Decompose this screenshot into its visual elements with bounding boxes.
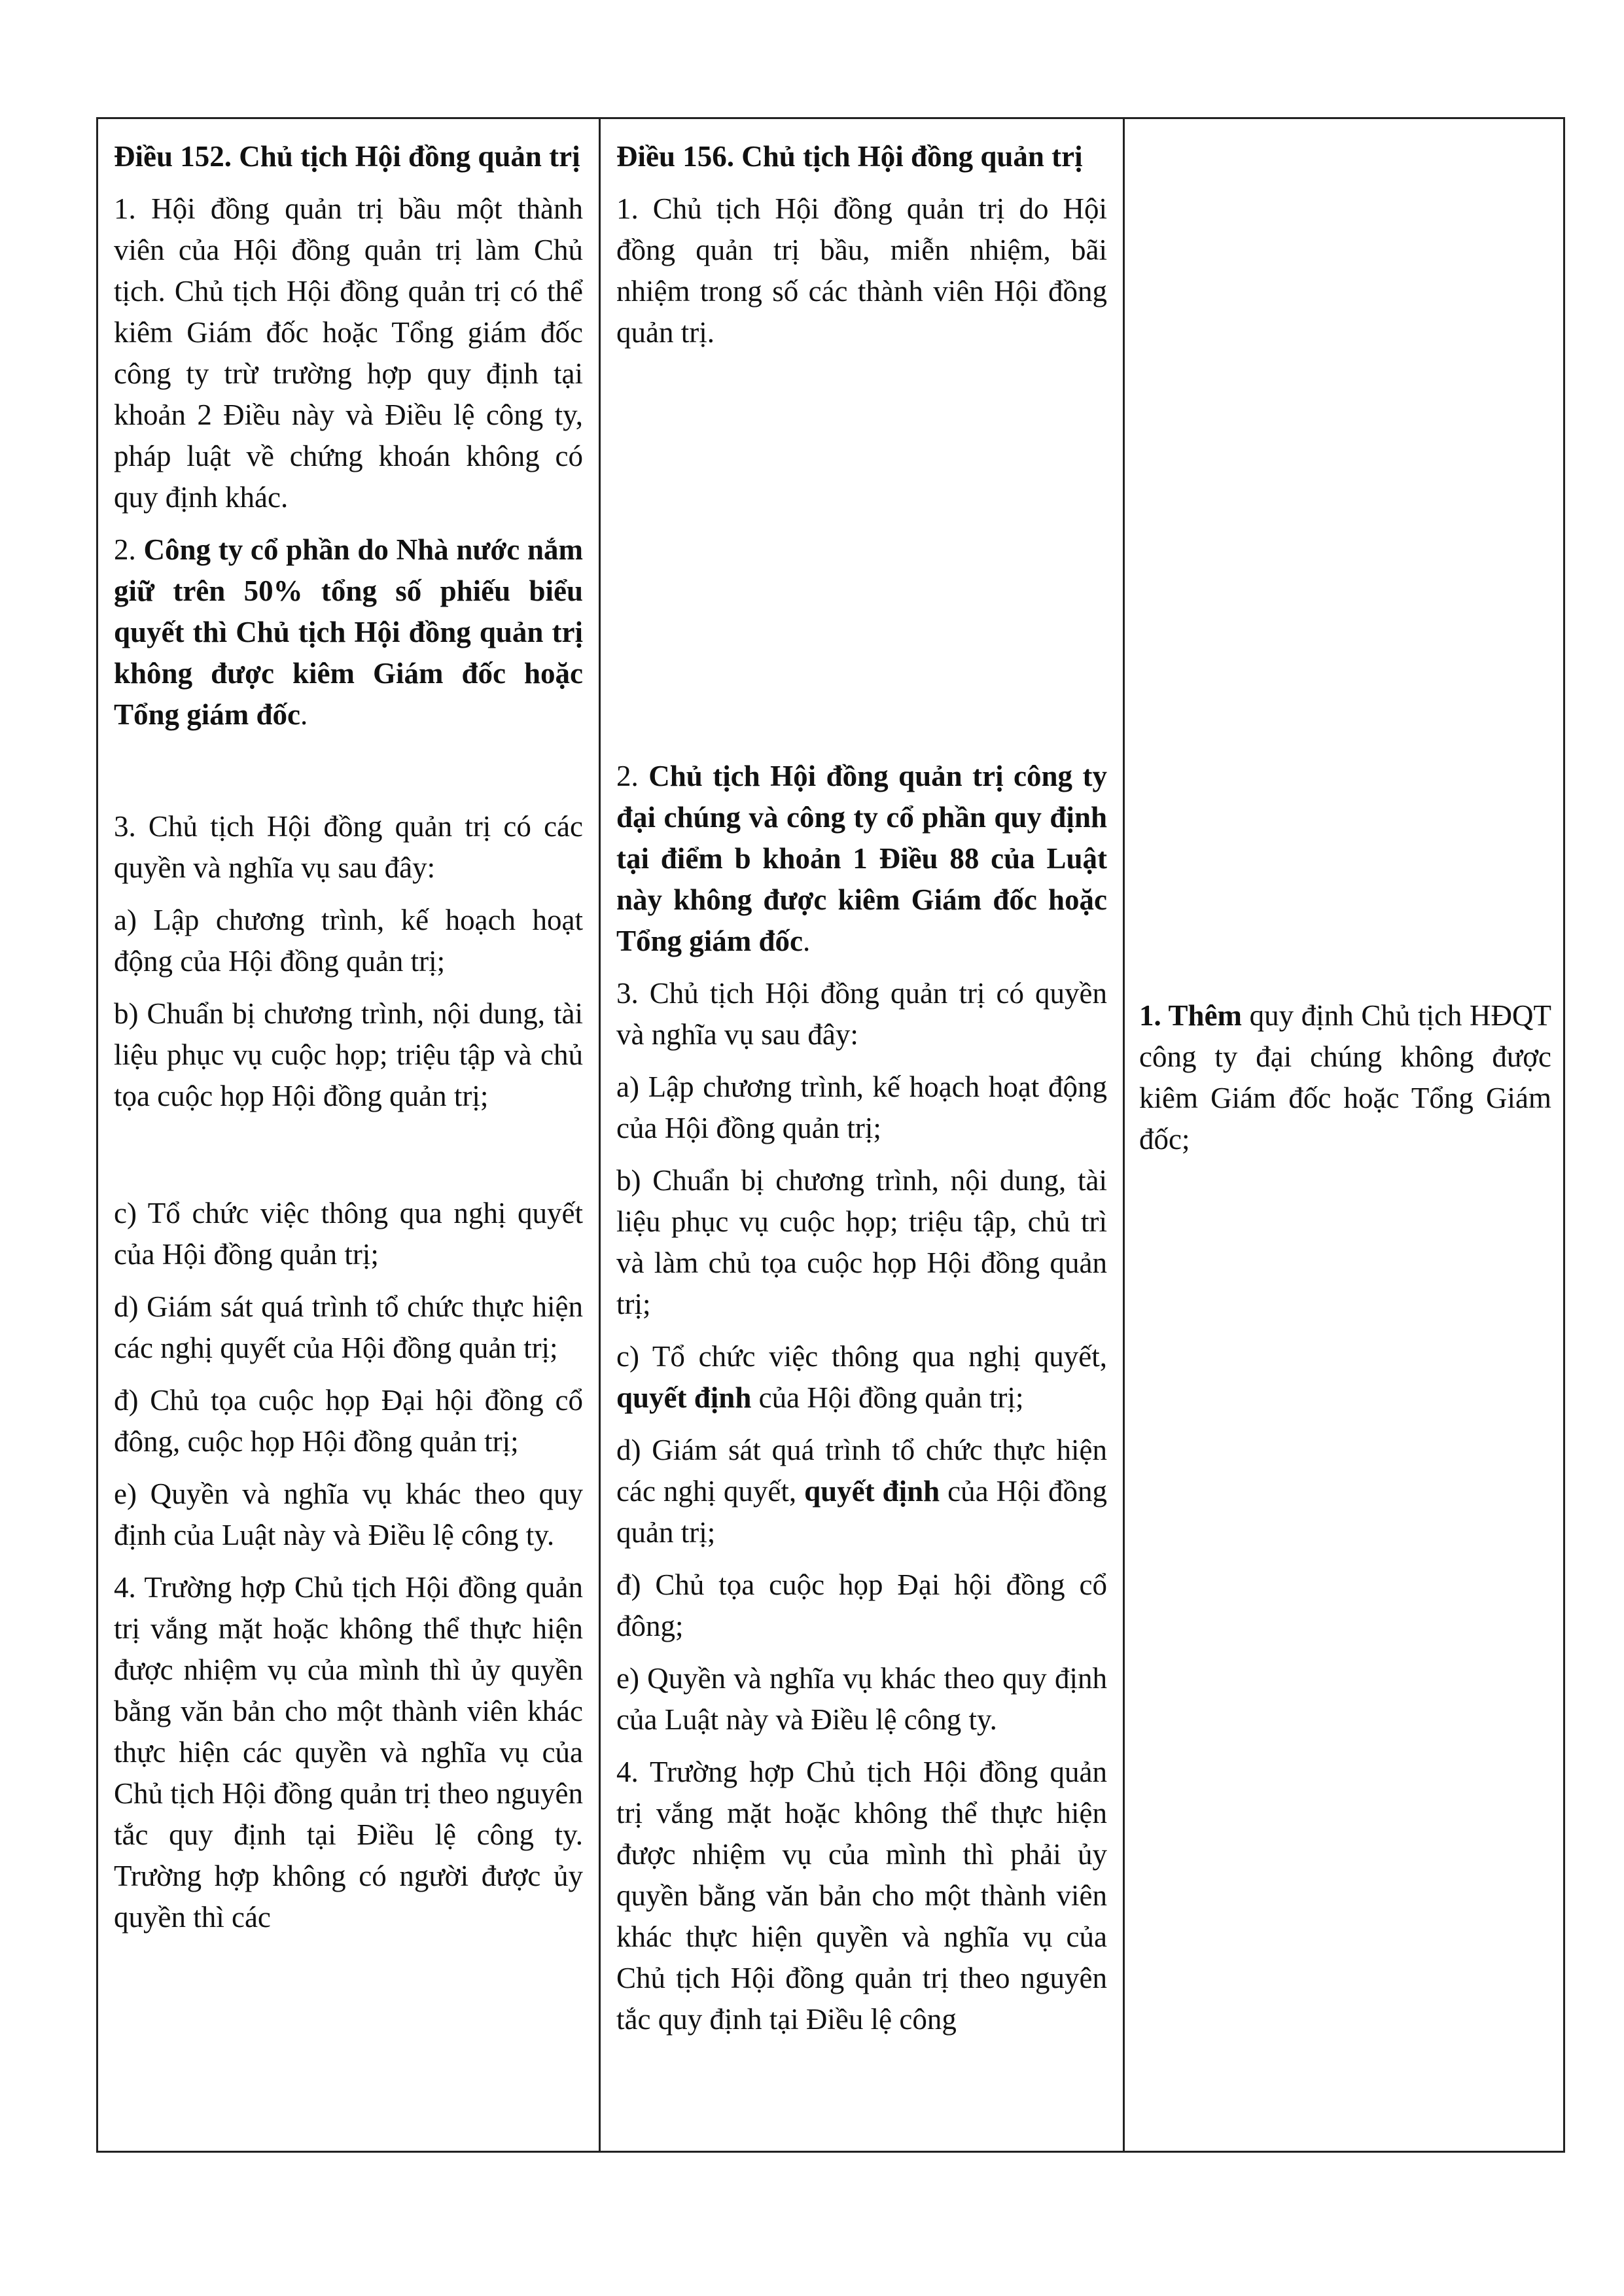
clause-2: 2. Công ty cổ phần do Nhà nước nắm giữ trên 50% tổng số phiếu biểu quyết thì Chủ tịch Hội đồng quản trị không được kiêm Giám đốc hoặc Tổng giám đốc. (114, 533, 583, 731)
point-e: e) Quyền và nghĩa vụ khác theo quy định của Luật này và Điều lệ công ty. (114, 1477, 583, 1551)
clause-2: 2. Chủ tịch Hội đồng quản trị công ty đại chúng và công ty cổ phần quy định tại điểm b khoản 1 Điều 88 của Luật này không được kiêm Giám đốc hoặc Tổng giám đốc. (616, 760, 1107, 957)
point-a: a) Lập chương trình, kế hoạch hoạt động của Hội đồng quản trị; (114, 904, 583, 978)
notes-column (1125, 119, 1563, 2151)
change-note: 1. Thêm quy định Chủ tịch HĐQT công ty đại chúng không được kiêm Giám đốc hoặc Tổng Giám đốc; (1139, 999, 1552, 1156)
point-d: d) Giám sát quá trình tổ chức thực hiện các nghị quyết của Hội đồng quản trị; (114, 1290, 583, 1364)
point-d: d) Giám sát quá trình tổ chức thực hiện các nghị quyết, quyết định của Hội đồng quản trị; (616, 1434, 1107, 1549)
point-e: e) Quyền và nghĩa vụ khác theo quy định của Luật này và Điều lệ công ty. (616, 1662, 1107, 1736)
point-a: a) Lập chương trình, kế hoạch hoạt động của Hội đồng quản trị; (616, 1070, 1107, 1144)
article-heading: Điều 156. Chủ tịch Hội đồng quản trị (616, 140, 1083, 173)
clause-4: 4. Trường hợp Chủ tịch Hội đồng quản trị vắng mặt hoặc không thể thực hiện được nhiệm vụ của mình thì ủy quyền bằng văn bản cho một thành viên khác thực hiện các quyền và nghĩa vụ của Chủ tịch Hội đồng quản trị theo nguyên tắc quy định tại Điều lệ công ty. Trường hợp không có người được ủy quyền thì các (114, 1571, 583, 1934)
clause-1: 1. Hội đồng quản trị bầu một thành viên của Hội đồng quản trị làm Chủ tịch. Chủ tịch Hội đồng quản trị có thể kiêm Giám đốc hoặc Tổng giám đốc công ty trừ trường hợp quy định tại khoản 2 Điều này và Điều lệ công ty, pháp luật về chứng khoán không có quy định khác. (114, 192, 583, 514)
point-c: c) Tổ chức việc thông qua nghị quyết của Hội đồng quản trị; (114, 1197, 583, 1271)
comparison-table (96, 117, 1565, 2153)
clause-1: 1. Chủ tịch Hội đồng quản trị do Hội đồng quản trị bầu, miễn nhiệm, bãi nhiệm trong số các thành viên Hội đồng quản trị. (616, 192, 1107, 349)
point-dd: đ) Chủ tọa cuộc họp Đại hội đồng cổ đông; (616, 1568, 1107, 1642)
point-b: b) Chuẩn bị chương trình, nội dung, tài liệu phục vụ cuộc họp; triệu tập và chủ tọa cuộc họp Hội đồng quản trị; (114, 997, 583, 1112)
article-heading: Điều 152. Chủ tịch Hội đồng quản trị (114, 140, 580, 173)
clause-3: 3. Chủ tịch Hội đồng quản trị có các quyền và nghĩa vụ sau đây: (114, 810, 583, 884)
new-law-column (601, 119, 1123, 2151)
clause-3: 3. Chủ tịch Hội đồng quản trị có quyền và nghĩa vụ sau đây: (616, 977, 1107, 1051)
point-dd: đ) Chủ tọa cuộc họp Đại hội đồng cổ đông, cuộc họp Hội đồng quản trị; (114, 1384, 583, 1458)
point-b: b) Chuẩn bị chương trình, nội dung, tài liệu phục vụ cuộc họp; triệu tập, chủ trì và làm chủ tọa cuộc họp Hội đồng quản trị; (616, 1164, 1107, 1320)
clause-4: 4. Trường hợp Chủ tịch Hội đồng quản trị vắng mặt hoặc không thể thực hiện được nhiệm vụ của mình thì phải ủy quyền bằng văn bản cho một thành viên khác thực hiện quyền và nghĩa vụ của Chủ tịch Hội đồng quản trị theo nguyên tắc quy định tại Điều lệ công (616, 1756, 1107, 2036)
point-c: c) Tổ chức việc thông qua nghị quyết, quyết định của Hội đồng quản trị; (616, 1340, 1107, 1414)
old-law-column (98, 119, 599, 2151)
